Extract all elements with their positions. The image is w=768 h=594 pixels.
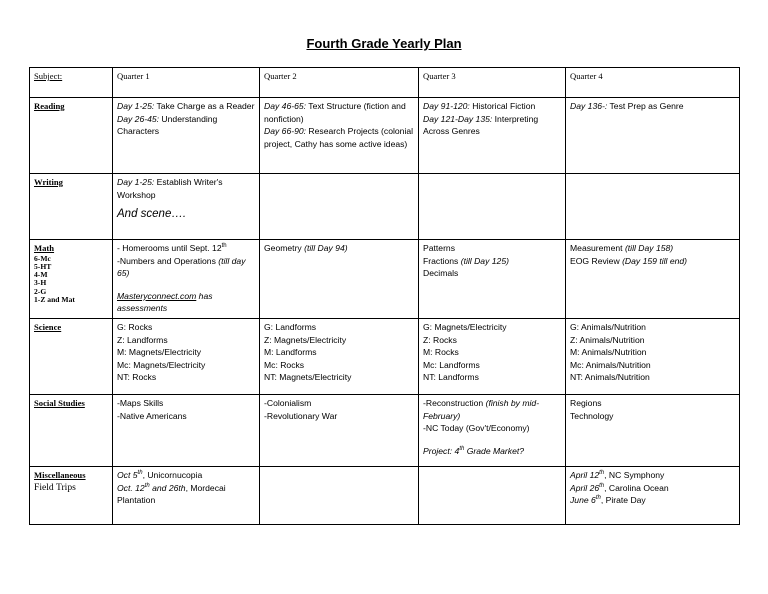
- list-item: M: Rocks: [423, 347, 459, 358]
- trip-text: , Unicornucopia: [142, 470, 203, 480]
- page-title: Fourth Grade Yearly Plan: [306, 36, 462, 51]
- list-item: NT: Magnets/Electricity: [264, 372, 352, 383]
- misc-q2: [260, 467, 419, 525]
- unit-text: Decimals: [423, 268, 459, 279]
- writing-q3: [419, 174, 566, 240]
- row-science: [30, 319, 740, 395]
- list-item: G: Rocks: [117, 322, 153, 332]
- day-range: (Day 159 till end): [622, 255, 688, 266]
- social-q4: [566, 395, 740, 467]
- science-q2: [260, 319, 419, 395]
- subject-label: Science: [34, 322, 62, 332]
- science-q1: [113, 319, 260, 395]
- date-text: June 6: [570, 495, 596, 506]
- subject-science: [30, 319, 113, 395]
- header-quarter-3: Quarter 3: [419, 68, 566, 98]
- unit-text: Fractions: [423, 255, 461, 266]
- unit-text: Patterns: [423, 243, 456, 253]
- unit-text: Test Prep as Genre: [607, 101, 684, 111]
- writing-q2: [260, 174, 419, 240]
- social-q1: [113, 395, 260, 467]
- day-range: (till Day 94): [304, 243, 348, 253]
- list-item: NT: Animals/Nutrition: [570, 372, 650, 383]
- day-range: (till Day 125): [460, 255, 509, 266]
- unit-text: Geometry: [264, 243, 305, 253]
- superscript: th: [595, 495, 601, 502]
- list-item: NT: Rocks: [117, 372, 157, 383]
- list-item: M: Landforms: [264, 347, 317, 358]
- row-social-studies: [30, 395, 740, 467]
- unit-text: Establish Writer's Workshop: [117, 177, 223, 200]
- social-q2: [260, 395, 419, 467]
- misc-q3: [419, 467, 566, 525]
- superscript: th: [599, 470, 605, 477]
- list-item: M: Magnets/Electricity: [117, 347, 202, 358]
- math-q1: [113, 240, 260, 319]
- subject-label: Social Studies: [34, 398, 85, 408]
- subject-miscellaneous: [30, 467, 113, 525]
- list-item: -Maps Skills: [117, 398, 164, 408]
- unit-text: has assessments: [117, 290, 213, 314]
- superscript: th: [459, 445, 465, 452]
- day-range: Day 121-Day 135:: [423, 113, 493, 124]
- list-item: NT: Landforms: [423, 372, 479, 383]
- list-item: -Colonialism: [264, 398, 312, 408]
- unit-text: Interpreting Across Genres: [423, 113, 539, 137]
- subject-writing: [30, 174, 113, 240]
- list-item: M: Animals/Nutrition: [570, 347, 647, 358]
- reading-q1: [113, 98, 260, 174]
- masteryconnect-link[interactable]: Masteryconnect.com: [117, 290, 197, 301]
- row-writing: [30, 174, 740, 240]
- superscript: th: [221, 243, 227, 250]
- superscript: th: [144, 482, 150, 489]
- list-item: Mc: Rocks: [264, 359, 305, 370]
- unit-text: EOG Review: [570, 255, 623, 266]
- unit-text: Take Charge as a Reader: [154, 101, 255, 111]
- misc-q1: [113, 467, 260, 525]
- trip-text: , Mordecai Plantation: [117, 482, 226, 506]
- day-range: Day 91-120:: [423, 101, 470, 111]
- reading-q2: [260, 98, 419, 174]
- list-item: Z: Rocks: [423, 334, 457, 345]
- subject-math: [30, 240, 113, 319]
- reading-q4: [566, 98, 740, 174]
- superscript: th: [137, 470, 143, 477]
- list-item: -NC Today (Gov't/Economy): [423, 423, 530, 434]
- math-group: 3-H: [34, 278, 47, 288]
- subject-label: Writing: [34, 177, 63, 187]
- row-miscellaneous: [30, 467, 740, 525]
- list-item: -Native Americans: [117, 410, 187, 421]
- day-range: (till Day 158): [624, 243, 674, 253]
- project-text: Grade Market?: [464, 445, 525, 456]
- scene-note: And scene….: [117, 208, 187, 221]
- trip-text: , NC Symphony: [604, 470, 665, 480]
- header-row: [30, 68, 740, 98]
- day-range: Day 1-25:: [117, 101, 155, 111]
- unit-text: - Homerooms until Sept. 12: [117, 243, 222, 253]
- math-group: 5-HT: [34, 261, 52, 271]
- list-item: G: Magnets/Electricity: [423, 322, 507, 332]
- reading-q3: [419, 98, 566, 174]
- science-q4: [566, 319, 740, 395]
- unit-text: Understanding Characters: [117, 113, 218, 137]
- day-range: Day 136-:: [570, 101, 608, 111]
- subject-label: Math: [34, 243, 55, 253]
- day-range: (finish by mid-February): [423, 398, 540, 421]
- math-group: 1-Z and Mat: [34, 295, 75, 305]
- math-q2: [260, 240, 419, 319]
- list-item: Z: Magnets/Electricity: [264, 334, 347, 345]
- subject-label: Miscellaneous: [34, 470, 86, 480]
- unit-text: Research Projects (colonial project, Cathy has some active ideas): [264, 126, 414, 149]
- header-quarter-4: Quarter 4: [566, 68, 740, 98]
- math-q4: [566, 240, 740, 319]
- list-item: Regions: [570, 398, 602, 408]
- date-text: April 26: [570, 482, 600, 493]
- unit-text: Measurement: [570, 243, 625, 253]
- subject-reading: [30, 98, 113, 174]
- header-quarter-1: Quarter 1: [113, 68, 260, 98]
- day-range: (till day 65): [117, 255, 246, 279]
- list-item: Z: Landforms: [117, 334, 168, 345]
- unit-text: -Numbers and Operations: [117, 255, 219, 266]
- day-range: Day 1-25:: [117, 177, 155, 187]
- date-text: Oct. 12: [117, 482, 145, 493]
- math-group: 6-Mc: [34, 253, 51, 263]
- header-subject: Subject:: [30, 68, 113, 98]
- unit-text: -Reconstruction: [423, 398, 486, 408]
- project-text: Project: 4: [423, 445, 460, 456]
- list-item: Mc: Animals/Nutrition: [570, 359, 651, 370]
- misc-q4: [566, 467, 740, 525]
- social-q3: [419, 395, 566, 467]
- list-item: G: Animals/Nutrition: [570, 322, 646, 332]
- trip-text: , Pirate Day: [600, 495, 646, 506]
- science-q3: [419, 319, 566, 395]
- day-range: Day 26-45:: [117, 113, 160, 124]
- list-item: Z: Animals/Nutrition: [570, 334, 645, 345]
- math-group: 2-G: [34, 286, 47, 296]
- math-group: 4-M: [34, 270, 48, 280]
- date-text: and 26th: [149, 482, 186, 493]
- list-item: -Revolutionary War: [264, 410, 338, 421]
- list-item: Mc: Landforms: [423, 359, 480, 370]
- writing-q1: [113, 174, 260, 240]
- row-math: [30, 240, 740, 319]
- date-text: April 12: [570, 470, 600, 480]
- day-range: Day 46-65:: [264, 101, 307, 111]
- day-range: Day 66-90:: [264, 126, 307, 137]
- list-item: Mc: Magnets/Electricity: [117, 359, 206, 370]
- subject-sublabel: Field Trips: [34, 481, 76, 493]
- yearly-plan-table: [29, 67, 740, 525]
- list-item: Technology: [570, 410, 614, 421]
- writing-q4: [566, 174, 740, 240]
- math-q3: [419, 240, 566, 319]
- superscript: th: [599, 482, 605, 489]
- trip-text: , Carolina Ocean: [604, 482, 669, 493]
- row-reading: [30, 98, 740, 174]
- list-item: G: Landforms: [264, 322, 317, 332]
- unit-text: Historical Fiction: [469, 101, 536, 111]
- subject-social-studies: [30, 395, 113, 467]
- date-text: Oct 5: [117, 470, 138, 480]
- subject-label: Reading: [34, 101, 65, 111]
- header-quarter-2: Quarter 2: [260, 68, 419, 98]
- unit-text: Text Structure (fiction and nonfiction): [264, 101, 406, 124]
